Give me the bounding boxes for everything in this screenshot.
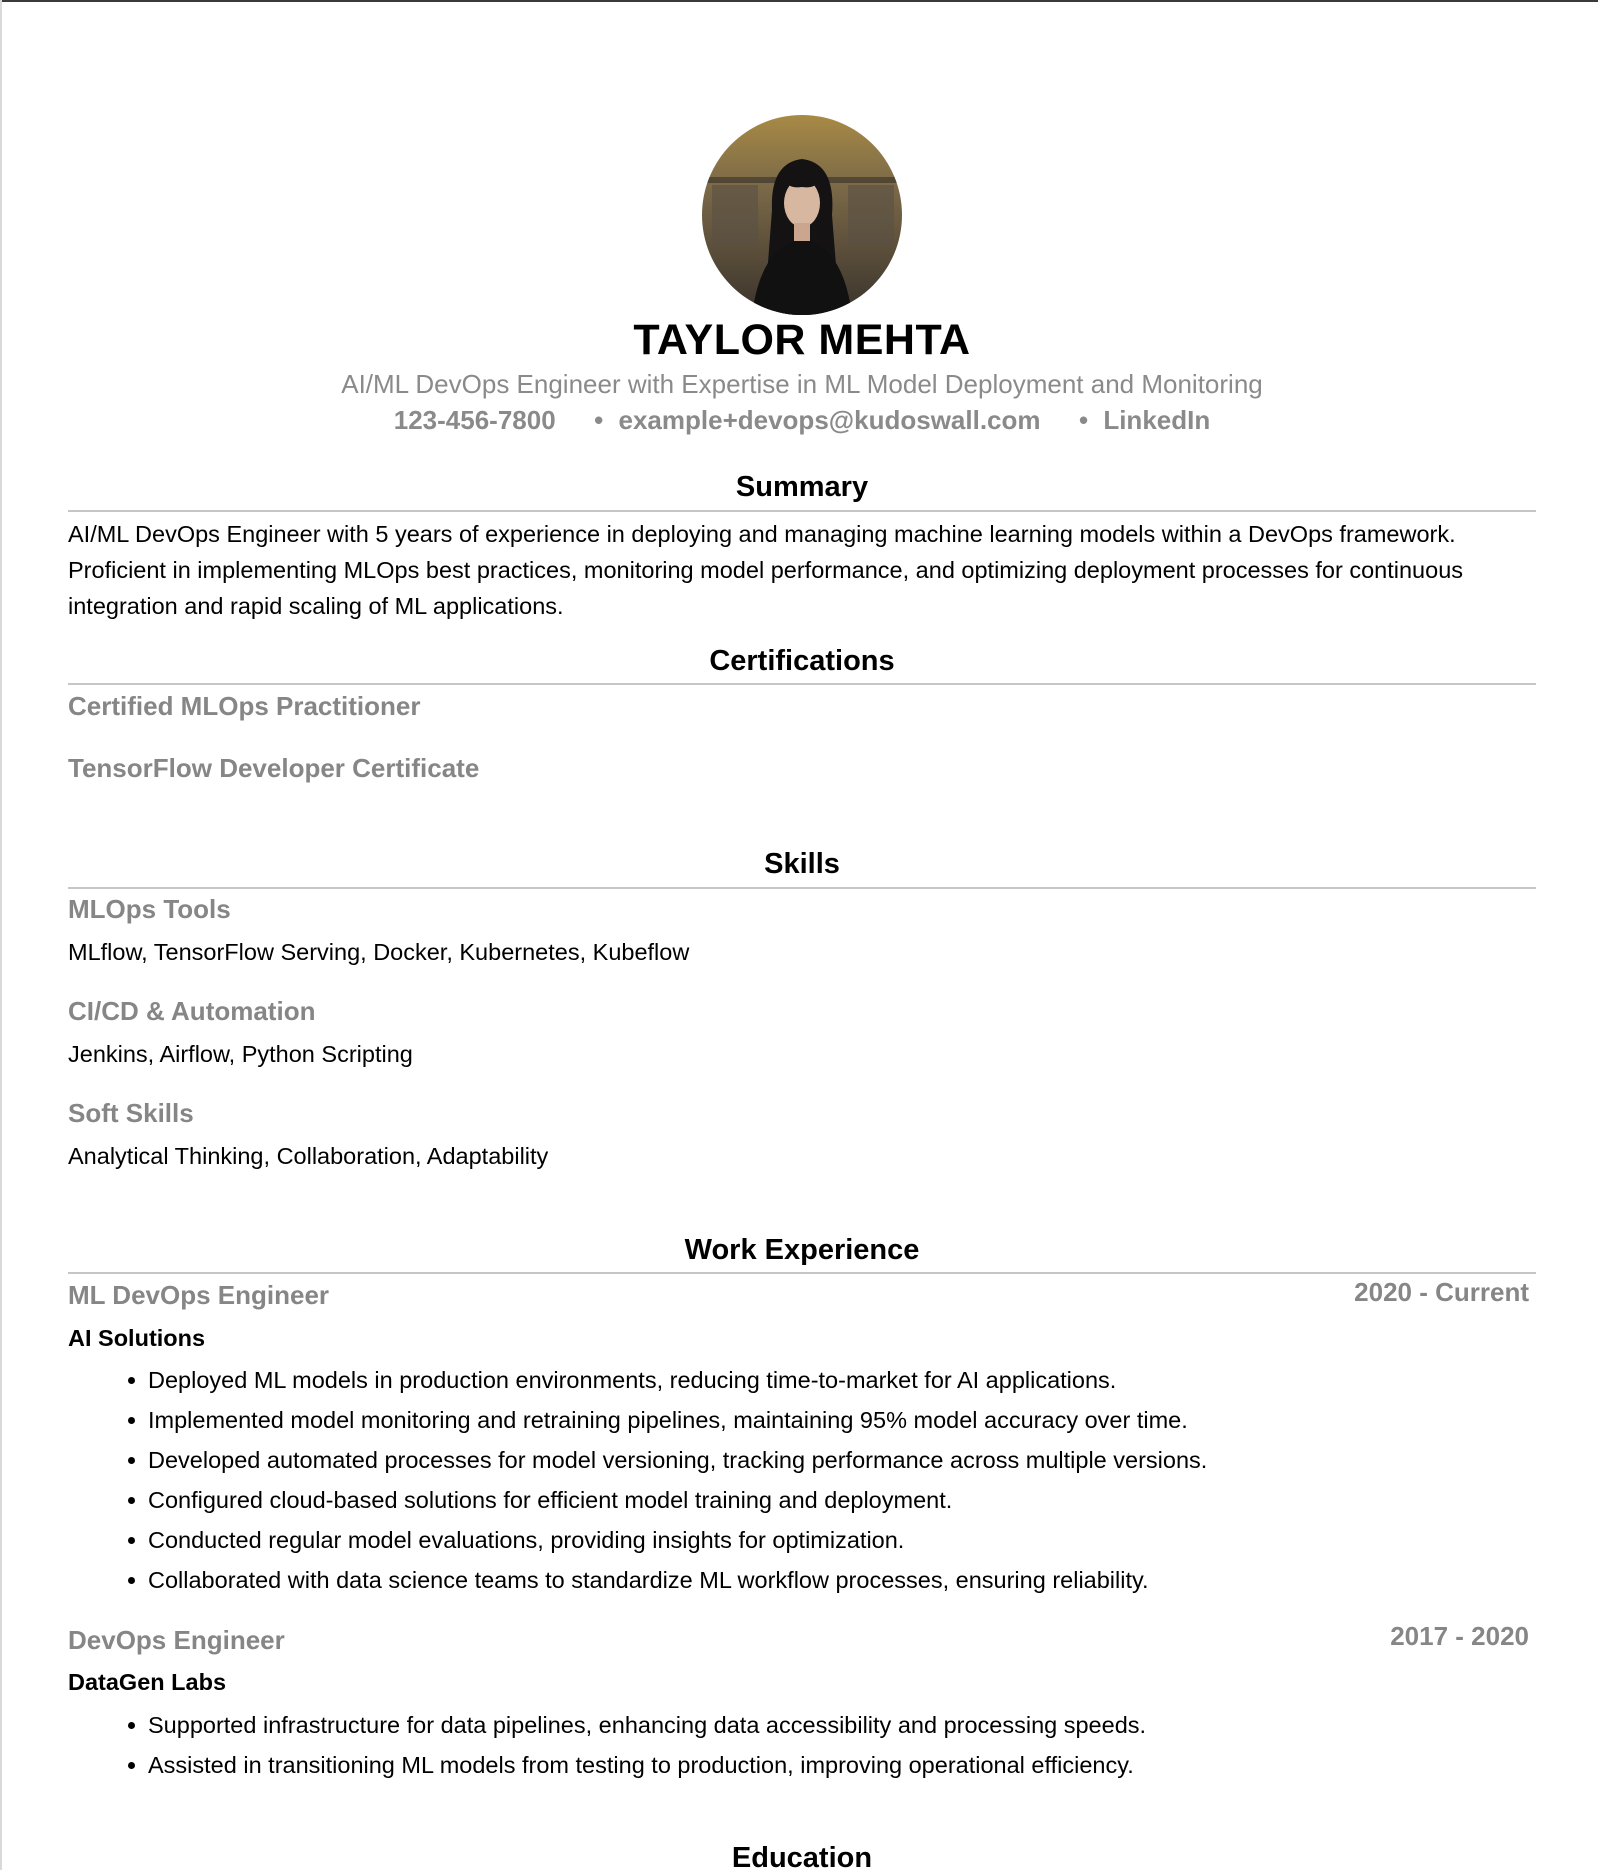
job-bullet: Assisted in transitioning ML models from testing to production, improving operational efficiency. <box>148 1745 1536 1785</box>
section-divider <box>68 1272 1536 1274</box>
phone-number[interactable]: 123-456-7800 <box>393 405 556 435</box>
company-name: AI Solutions <box>68 1325 206 1351</box>
linkedin-link[interactable]: LinkedIn <box>1103 405 1211 435</box>
skill-group-name: MLOps Tools <box>68 894 231 924</box>
job-bullet: Developed automated processes for model versioning, tracking performance across multiple versions. <box>148 1440 1536 1480</box>
job-bullet: Implemented model monitoring and retraining pipelines, maintaining 95% model accuracy over time. <box>148 1400 1536 1440</box>
certification-item: Certified MLOps Practitioner <box>68 691 421 721</box>
candidate-name: TAYLOR MEHTA <box>633 316 971 364</box>
skill-group-items: MLflow, TensorFlow Serving, Docker, Kubernetes, Kubeflow <box>68 939 690 965</box>
skill-group-name: Soft Skills <box>68 1098 194 1128</box>
certifications-heading: Certifications <box>709 645 895 677</box>
profile-photo <box>702 115 902 315</box>
skill-group-items: Jenkins, Airflow, Python Scripting <box>68 1041 413 1067</box>
job-dates: 2020 - Current <box>1354 1277 1529 1307</box>
contact-info <box>68 403 1536 437</box>
summary-line: AI/ML DevOps Engineer with 5 years of experience in deploying and managing machine learning models within a DevOps framework. <box>68 521 1456 547</box>
skill-group-name: CI/CD & Automation <box>68 996 316 1026</box>
left-border <box>0 0 2 1870</box>
summary-text <box>68 516 1536 624</box>
job-bullet: Deployed ML models in production environments, reducing time-to-market for AI applications. <box>148 1360 1536 1400</box>
job-bullets <box>68 1360 1536 1600</box>
job-dates: 2017 - 2020 <box>1390 1621 1529 1651</box>
separator-bullet: • <box>1078 405 1089 435</box>
job-title: DevOps Engineer <box>68 1625 285 1655</box>
company-name: DataGen Labs <box>68 1669 227 1695</box>
experience-heading: Work Experience <box>684 1234 920 1266</box>
summary-line: integration and rapid scaling of ML applications. <box>68 593 564 619</box>
education-heading: Education <box>731 1842 873 1874</box>
candidate-tagline: AI/ML DevOps Engineer with Expertise in ML Model Deployment and Monitoring <box>341 369 1263 399</box>
job-bullet: Configured cloud-based solutions for efficient model training and deployment. <box>148 1480 1536 1520</box>
summary-heading: Summary <box>735 471 869 503</box>
job-bullet: Supported infrastructure for data pipelines, enhancing data accessibility and processing speeds. <box>148 1705 1536 1745</box>
section-divider <box>68 683 1536 685</box>
section-divider <box>68 510 1536 512</box>
skills-heading: Skills <box>764 848 840 880</box>
email-link[interactable]: example+devops@kudoswall.com <box>618 405 1041 435</box>
separator-bullet: • <box>594 405 604 435</box>
job-bullet: Conducted regular model evaluations, providing insights for optimization. <box>148 1520 1536 1560</box>
top-border <box>0 0 1598 2</box>
certification-item: TensorFlow Developer Certificate <box>68 753 480 783</box>
section-divider <box>68 887 1536 889</box>
job-bullet: Collaborated with data science teams to standardize ML workflow processes, ensuring reliability. <box>148 1560 1536 1600</box>
job-bullets <box>68 1705 1536 1785</box>
skill-group-items: Analytical Thinking, Collaboration, Adaptability <box>68 1143 549 1169</box>
summary-line: Proficient in implementing MLOps best practices, monitoring model performance, and optimizing deployment processes for continuous <box>68 557 1464 583</box>
resume-header <box>68 115 1536 437</box>
job-title: ML DevOps Engineer <box>68 1280 330 1310</box>
